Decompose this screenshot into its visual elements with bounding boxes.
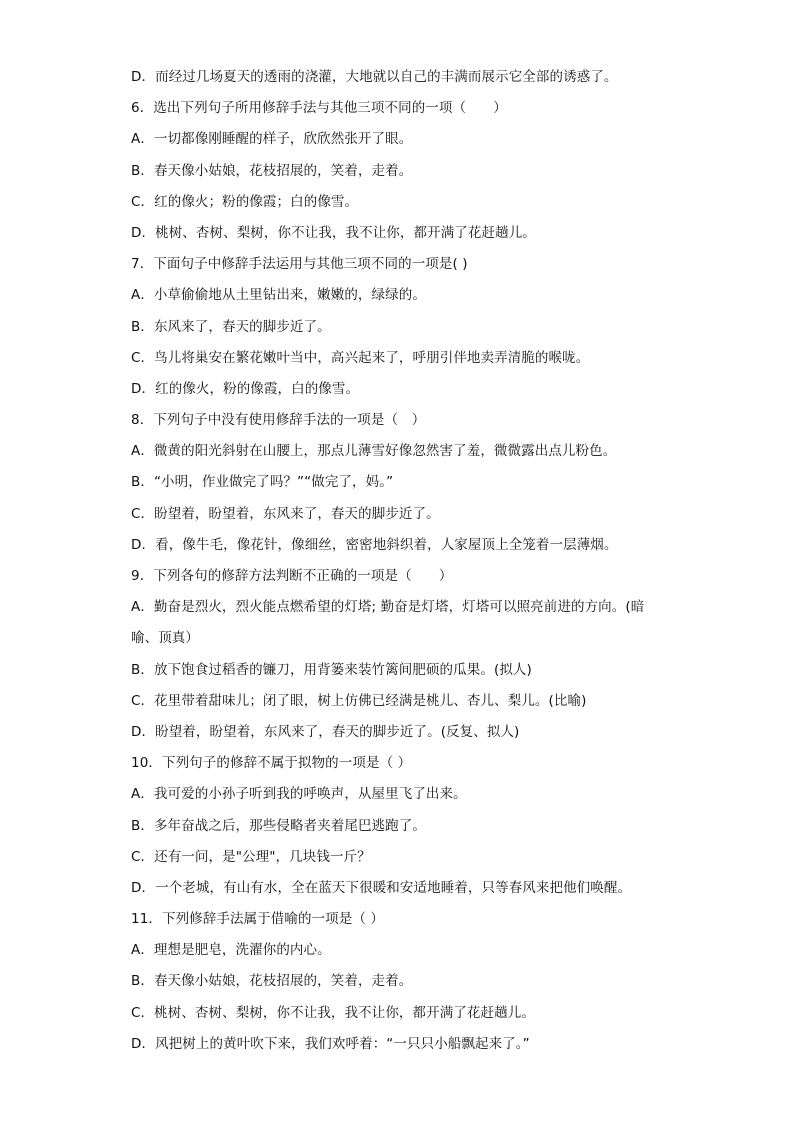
question-11-stem: 11．下列修辞手法属于借喻的一项是（ ） xyxy=(131,911,384,928)
option-line: A．我可爱的小孙子听到我的呼唤声，从屋里飞了出来。 xyxy=(131,786,467,803)
option-line: A．勤奋是烈火，烈火能点燃希望的灯塔; 勤奋是灯塔，灯塔可以照亮前进的方向。(暗 xyxy=(131,599,645,616)
question-7-stem: 7．下面句子中修辞手法运用与其他三项不同的一项是( ) xyxy=(131,256,468,273)
question-10-stem: 10．下列句子的修辞不属于拟物的一项是（ ） xyxy=(131,755,412,772)
option-line: B．春天像小姑娘，花枝招展的，笑着，走着。 xyxy=(131,973,413,990)
option-line: A．微黄的阳光斜射在山腰上，那点儿薄雪好像忽然害了羞，微微露出点儿粉色。 xyxy=(131,443,617,460)
option-line: B．放下饱食过稻香的镰刀，用背篓来装竹篱间肥硕的瓜果。(拟人) xyxy=(131,661,532,678)
option-line: D．桃树、杏树、梨树，你不让我，我不让你，都开满了花赶趟儿。 xyxy=(131,224,536,241)
option-line: B．多年奋战之后，那些侵略者夹着尾巴逃跑了。 xyxy=(131,817,426,834)
option-line: D．红的像火，粉的像霞，白的像雪。 xyxy=(131,380,360,397)
option-line: A．理想是肥皂，洗濯你的内心。 xyxy=(131,942,331,959)
question-8-stem: 8．下列句子中没有使用修辞手法的一项是（ ） xyxy=(131,412,426,429)
option-line: A．一切都像刚睡醒的样子，欣欣然张开了眼。 xyxy=(131,131,413,148)
option-line: B．“小明，作业做完了吗？”“做完了，妈。” xyxy=(131,474,394,491)
option-line: B．春天像小姑娘，花枝招展的，笑着，走着。 xyxy=(131,162,413,179)
option-line: C．还有一问，是"公理"，几块钱一斤？ xyxy=(131,848,371,865)
option-line: C．桃树、杏树、梨树，你不让我，我不让你，都开满了花赶趟儿。 xyxy=(131,1004,535,1021)
option-line: D．看，像牛毛，像花针，像细丝，密密地斜织着，人家屋顶上全笼着一层薄烟。 xyxy=(131,536,618,553)
option-line: C．花里带着甜味儿；闭了眼，树上仿佛已经满是桃儿、杏儿、梨儿。(比喻) xyxy=(131,692,587,709)
document-page xyxy=(131,62,671,1060)
option-line: A．小草偷偷地从土里钻出来，嫩嫩的，绿绿的。 xyxy=(131,287,426,304)
option-line: C．红的像火；粉的像霞；白的像雪。 xyxy=(131,193,359,210)
option-line: C．盼望着，盼望着，东风来了，春天的脚步近了。 xyxy=(131,505,440,522)
question-9-stem: 9．下列各句的修辞方法判断不正确的一项是（ ） xyxy=(131,568,453,584)
option-line: D．盼望着，盼望着，东风来了，春天的脚步近了。(反复、拟人) xyxy=(131,723,520,740)
option-line: D．风把树上的黄叶吹下来，我们欢呼着：“一只只小船飘起来了。” xyxy=(131,1035,530,1052)
question-6-stem: 6．选出下列句子所用修辞手法与其他三项不同的一项（ ） xyxy=(131,100,507,117)
option-line-continuation: 喻、顶真） xyxy=(131,630,199,647)
option-line: B．东风来了，春天的脚步近了。 xyxy=(131,318,331,335)
option-line: C．鸟儿将巢安在繁花嫩叶当中，高兴起来了，呼朋引伴地卖弄清脆的喉咙。 xyxy=(131,349,590,366)
option-line: D．而经过几场夏天的透雨的浇灌，大地就以自己的丰满而展示它全部的诱惑了。 xyxy=(131,69,618,85)
option-line: D．一个老城，有山有水，全在蓝天下很暖和安适地睡着，只等春风来把他们唤醒。 xyxy=(131,879,632,896)
